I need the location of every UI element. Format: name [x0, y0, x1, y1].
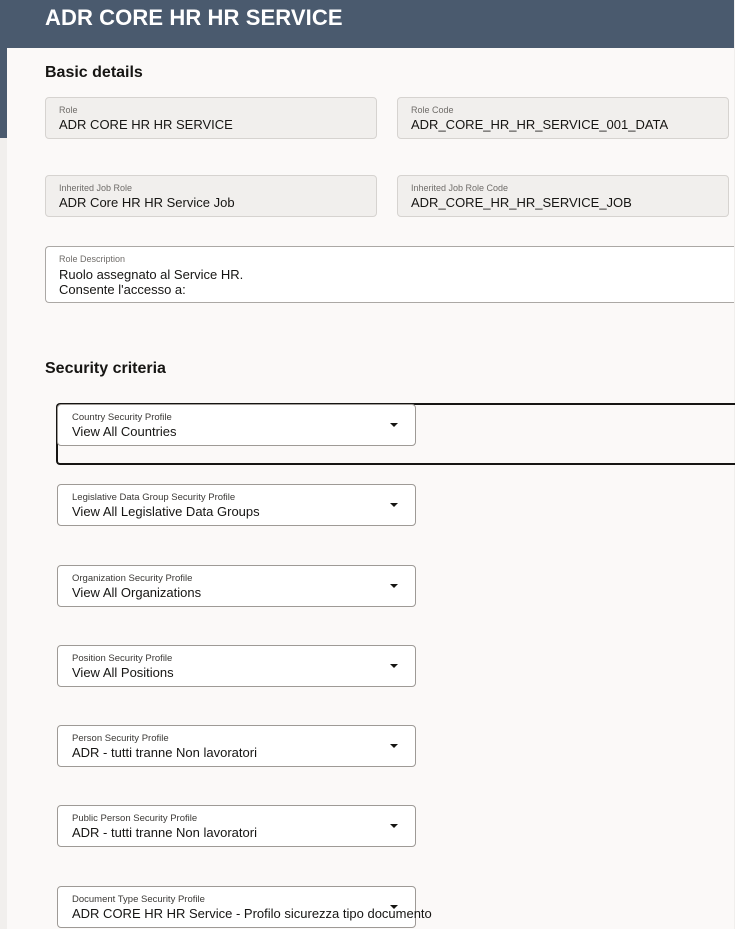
person-security-profile-value: ADR - tutti tranne Non lavoratori: [72, 745, 257, 760]
basic-details-heading: Basic details: [45, 64, 143, 81]
country-security-profile-label: Country Security Profile: [72, 412, 172, 423]
legislative-data-group-security-profile-label: Legislative Data Group Security Profile: [72, 492, 236, 503]
chevron-down-icon[interactable]: [390, 824, 398, 828]
inherited-job-role-value: ADR Core HR HR Service Job: [59, 195, 235, 210]
document-type-security-profile-label: Document Type Security Profile: [72, 894, 205, 905]
person-security-profile-label: Person Security Profile: [72, 733, 169, 744]
role-description-text[interactable]: [59, 267, 243, 297]
role-code-field: [397, 97, 729, 139]
country-security-profile-select[interactable]: [57, 404, 416, 446]
country-security-profile-value: View All Countries: [72, 424, 177, 439]
role-description-field[interactable]: [45, 246, 734, 303]
organization-security-profile-select[interactable]: [57, 565, 416, 607]
legislative-data-group-security-profile-select[interactable]: [57, 484, 416, 526]
document-type-security-profile-value: ADR CORE HR HR Service - Profilo sicurezza tipo documento: [72, 906, 432, 921]
role-code-label: Role Code: [411, 105, 454, 115]
inherited-job-role-field: [45, 175, 377, 217]
role-description-label: Role Description: [59, 254, 126, 264]
position-security-profile-value: View All Positions: [72, 665, 174, 680]
document-type-security-profile-select[interactable]: [57, 886, 432, 928]
role-code-value: ADR_CORE_HR_HR_SERVICE_001_DATA: [411, 117, 669, 132]
page-title: ADR CORE HR HR SERVICE: [45, 5, 343, 30]
public-person-security-profile-select[interactable]: [57, 805, 416, 847]
chevron-down-icon[interactable]: [390, 423, 398, 427]
chevron-down-icon[interactable]: [390, 664, 398, 668]
inherited-job-role-label: Inherited Job Role: [59, 183, 133, 193]
role-description-line: Consente l'accesso a:: [59, 282, 186, 297]
public-person-security-profile-label: Public Person Security Profile: [72, 813, 198, 824]
legislative-data-group-security-profile-value: View All Legislative Data Groups: [72, 504, 260, 519]
inherited-job-role-code-field: [397, 175, 729, 217]
inherited-job-role-code-value: ADR_CORE_HR_HR_SERVICE_JOB: [411, 195, 632, 210]
role-value: ADR CORE HR HR SERVICE: [59, 117, 233, 132]
position-security-profile-select[interactable]: [57, 645, 416, 687]
role-description-line: Ruolo assegnato al Service HR.: [59, 267, 244, 282]
chevron-down-icon[interactable]: [390, 905, 398, 909]
chevron-down-icon[interactable]: [390, 503, 398, 507]
person-security-profile-select[interactable]: [57, 725, 416, 767]
role-label: Role: [59, 105, 78, 115]
organization-security-profile-value: View All Organizations: [72, 585, 202, 600]
inherited-job-role-code-label: Inherited Job Role Code: [411, 183, 509, 193]
role-field: [45, 97, 377, 139]
chevron-down-icon[interactable]: [390, 744, 398, 748]
chevron-down-icon[interactable]: [390, 584, 398, 588]
position-security-profile-label: Position Security Profile: [72, 653, 173, 664]
security-criteria-heading: Security criteria: [45, 360, 166, 377]
public-person-security-profile-value: ADR - tutti tranne Non lavoratori: [72, 825, 257, 840]
organization-security-profile-label: Organization Security Profile: [72, 573, 193, 584]
